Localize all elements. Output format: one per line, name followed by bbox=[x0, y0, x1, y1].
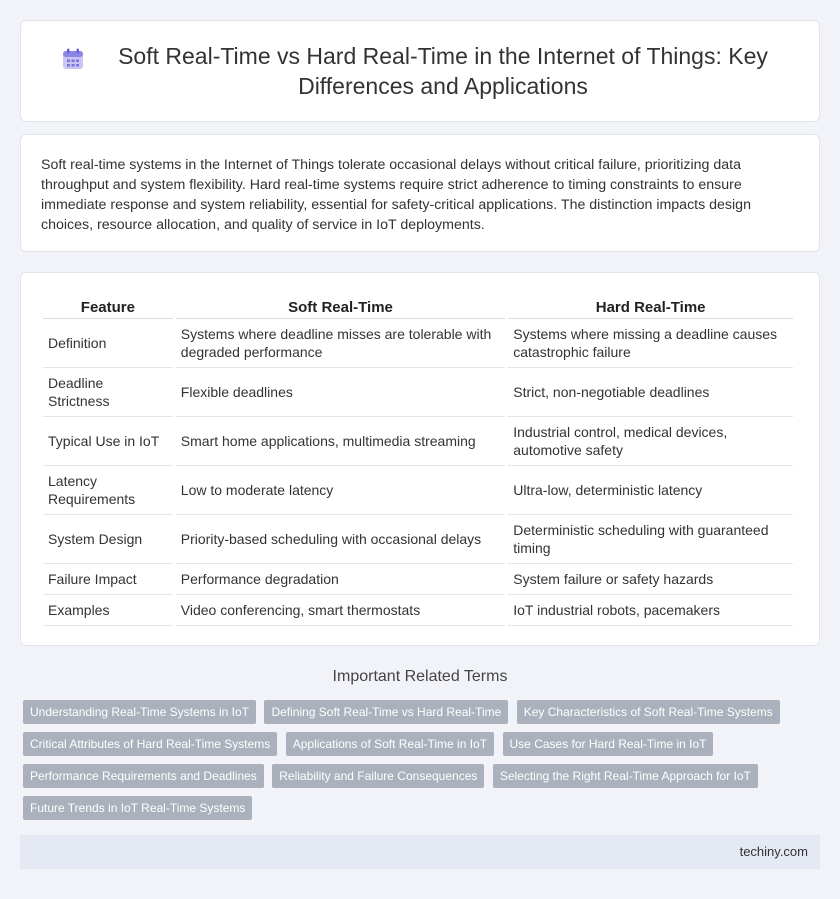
table-row bbox=[43, 515, 793, 564]
related-term-tag[interactable]: Reliability and Failure Consequences bbox=[272, 764, 484, 788]
table-row bbox=[43, 564, 793, 595]
comparison-table bbox=[40, 295, 796, 626]
table-cell-soft: Video conferencing, smart thermostats bbox=[176, 595, 505, 626]
table-cell-hard: IoT industrial robots, pacemakers bbox=[508, 595, 793, 626]
table-cell-hard: Industrial control, medical devices, automotive safety bbox=[508, 417, 793, 466]
intro-text: Soft real-time systems in the Internet of Things tolerate occasional delays without critical failure, prioritizing data throughput and system flexibility. Hard real-time systems require strict adherence to timing constraints to ensure immediate response and system reliability, essential for safety-critical applications. The distinction impacts design choices, resource allocation, and quality of service in IoT deployments. bbox=[41, 157, 751, 233]
title-card bbox=[20, 20, 820, 122]
table-row bbox=[43, 368, 793, 417]
table-cell-soft: Performance degradation bbox=[176, 564, 505, 595]
related-term-tag[interactable]: Use Cases for Hard Real-Time in IoT bbox=[503, 732, 714, 756]
table-cell-feature: Examples bbox=[43, 595, 173, 626]
table-cell-soft: Low to moderate latency bbox=[176, 466, 505, 515]
header-feature: Feature bbox=[43, 295, 173, 319]
footer bbox=[20, 835, 820, 869]
related-term-tag[interactable]: Selecting the Right Real-Time Approach for IoT bbox=[493, 764, 758, 788]
related-terms-list bbox=[23, 700, 823, 828]
calendar-icon bbox=[61, 47, 85, 71]
table-row bbox=[43, 417, 793, 466]
related-term-tag[interactable]: Key Characteristics of Soft Real-Time Systems bbox=[517, 700, 780, 724]
table-cell-feature: Failure Impact bbox=[43, 564, 173, 595]
intro-card bbox=[20, 134, 820, 252]
table-cell-feature: Latency Requirements bbox=[43, 466, 173, 515]
table-cell-hard: System failure or safety hazards bbox=[508, 564, 793, 595]
page-title: Soft Real-Time vs Hard Real-Time in the Internet of Things: Key Differences and Applications bbox=[118, 43, 768, 99]
table-row bbox=[43, 466, 793, 515]
footer-site-link[interactable]: techiny.com bbox=[739, 844, 808, 859]
table-cell-soft: Smart home applications, multimedia streaming bbox=[176, 417, 505, 466]
table-cell-feature: Typical Use in IoT bbox=[43, 417, 173, 466]
related-term-tag[interactable]: Future Trends in IoT Real-Time Systems bbox=[23, 796, 252, 820]
related-term-tag[interactable]: Performance Requirements and Deadlines bbox=[23, 764, 264, 788]
comparison-table-card bbox=[20, 272, 820, 646]
table-row bbox=[43, 319, 793, 368]
table-cell-soft: Systems where deadline misses are tolerable with degraded performance bbox=[176, 319, 505, 368]
table-cell-hard: Systems where missing a deadline causes catastrophic failure bbox=[508, 319, 793, 368]
table-header-row bbox=[43, 295, 793, 319]
header-soft-real-time: Soft Real-Time bbox=[176, 295, 505, 319]
table-cell-feature: Deadline Strictness bbox=[43, 368, 173, 417]
related-term-tag[interactable]: Defining Soft Real-Time vs Hard Real-Time bbox=[264, 700, 508, 724]
table-cell-soft: Flexible deadlines bbox=[176, 368, 505, 417]
table-cell-feature: Definition bbox=[43, 319, 173, 368]
related-terms-title: Important Related Terms bbox=[332, 668, 508, 685]
table-cell-feature: System Design bbox=[43, 515, 173, 564]
table-cell-hard: Deterministic scheduling with guaranteed timing bbox=[508, 515, 793, 564]
related-term-tag[interactable]: Critical Attributes of Hard Real-Time Systems bbox=[23, 732, 277, 756]
header-hard-real-time: Hard Real-Time bbox=[508, 295, 793, 319]
related-term-tag[interactable]: Understanding Real-Time Systems in IoT bbox=[23, 700, 256, 724]
table-cell-hard: Ultra-low, deterministic latency bbox=[508, 466, 793, 515]
table-cell-soft: Priority-based scheduling with occasional delays bbox=[176, 515, 505, 564]
related-term-tag[interactable]: Applications of Soft Real-Time in IoT bbox=[286, 732, 494, 756]
table-row bbox=[43, 595, 793, 626]
table-cell-hard: Strict, non-negotiable deadlines bbox=[508, 368, 793, 417]
